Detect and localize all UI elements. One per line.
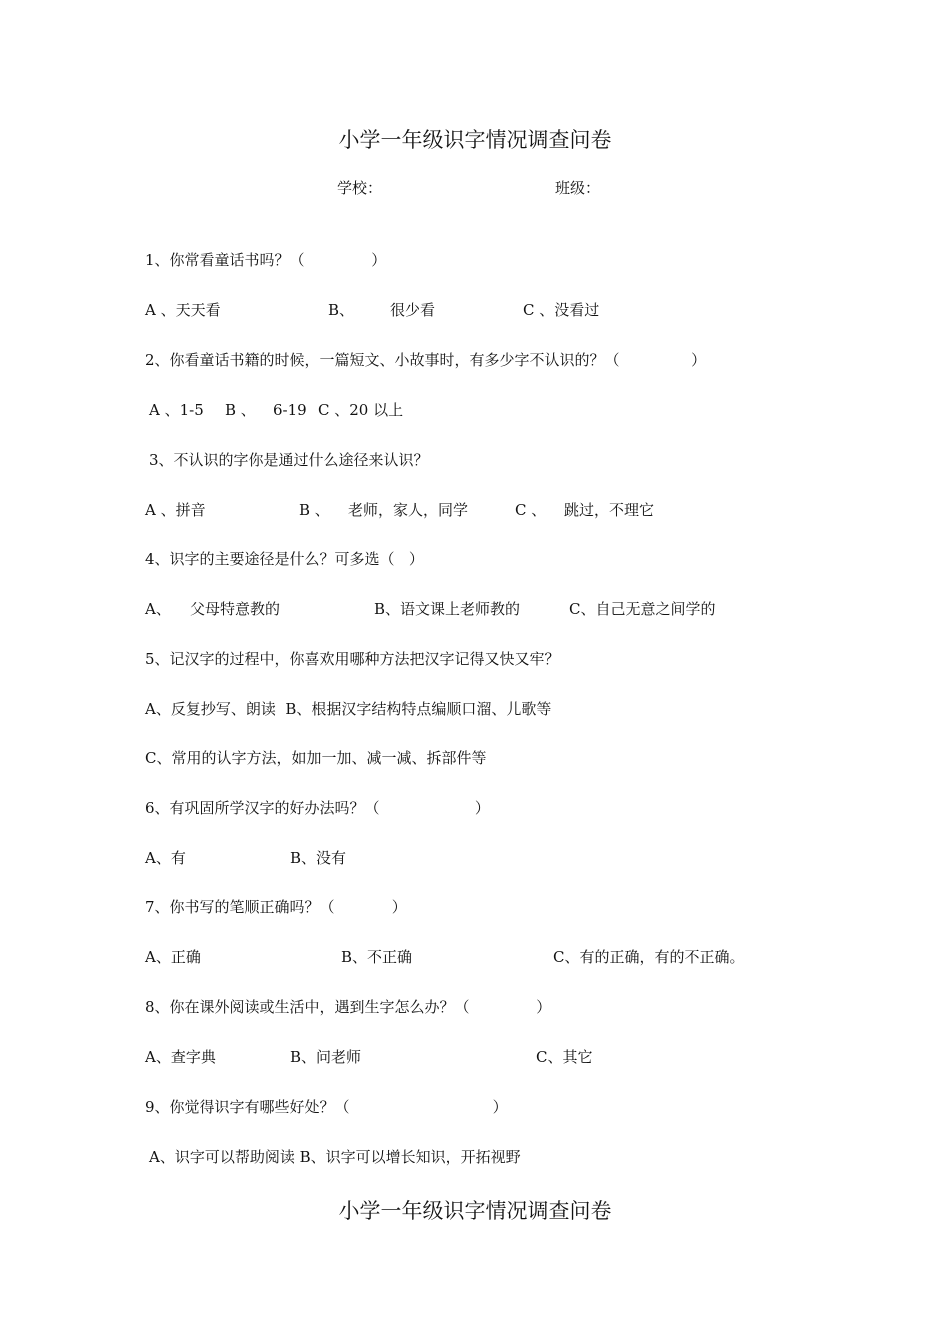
question-6: 6、有巩固所学汉字的好办法吗？（ ） <box>145 799 490 817</box>
question-2: 2、你看童话书籍的时候，一篇短文、小故事时，有多少字不认识的？（ ） <box>145 351 707 369</box>
q2-option-c: C 、20 以上 <box>318 401 404 419</box>
q2-option-b-text: 6-19 <box>273 401 307 419</box>
q7-option-b: B、不正确 <box>341 948 413 966</box>
q5-option-c: C、常用的认字方法，如加一加、减一减、拆部件等 <box>145 749 487 767</box>
q8-option-c: C、其它 <box>536 1048 593 1066</box>
q2-option-b-prefix: B 、 <box>225 401 256 419</box>
q1-option-b-text: 很少看 <box>390 301 436 319</box>
q8-option-a: A、查字典 <box>145 1048 216 1066</box>
question-9: 9、你觉得识字有哪些好处？（ ） <box>145 1098 508 1116</box>
q1-option-c: C 、没看过 <box>523 301 600 319</box>
q1-option-a: A 、天天看 <box>145 301 221 319</box>
q4-option-c: C、自己无意之间学的 <box>569 600 716 618</box>
question-4: 4、识字的主要途径是什么？可多选（ ） <box>145 550 424 568</box>
footer-title: 小学一年级识字情况调查问卷 <box>338 1199 612 1223</box>
q4-option-a-prefix: A、 <box>145 600 171 618</box>
q3-option-b-text: 老师，家人，同学 <box>348 501 469 519</box>
school-label: 学校： <box>337 179 383 197</box>
q7-option-a: A、正确 <box>145 948 201 966</box>
q3-option-b-prefix: B 、 <box>299 501 330 519</box>
question-5: 5、记汉字的过程中，你喜欢用哪种方法把汉字记得又快又牢？ <box>145 650 560 668</box>
q3-option-c-prefix: C 、 <box>515 501 547 519</box>
q2-option-a: A 、1-5 <box>149 401 204 419</box>
page-title: 小学一年级识字情况调查问卷 <box>338 128 612 152</box>
q6-option-b: B、没有 <box>290 849 347 867</box>
q6-option-a: A、有 <box>145 849 186 867</box>
q4-option-b: B、语文课上老师教的 <box>374 600 521 618</box>
question-7: 7、你书写的笔顺正确吗？（ ） <box>145 898 407 916</box>
q7-option-c: C、有的正确，有的不正确。 <box>553 948 745 966</box>
question-3: 3、不认识的字你是通过什么途径来认识？ <box>149 451 429 469</box>
q9-option-ab: A、识字可以帮助阅读 B、识字可以增长知识，开拓视野 <box>149 1148 521 1166</box>
q1-option-b-prefix: B、 <box>328 301 355 319</box>
q5-option-ab: A、反复抄写、朗读 B、根据汉字结构特点编顺口溜、儿歌等 <box>145 700 552 718</box>
q3-option-a: A 、拼音 <box>145 501 206 519</box>
q3-option-c-text: 跳过，不理它 <box>564 501 655 519</box>
q8-option-b: B、问老师 <box>290 1048 362 1066</box>
class-label: 班级： <box>555 179 601 197</box>
q4-option-a-text: 父母特意教的 <box>190 600 281 618</box>
question-1: 1、你常看童话书吗？（ ） <box>145 251 387 269</box>
question-8: 8、你在课外阅读或生活中，遇到生字怎么办？（ ） <box>145 998 552 1016</box>
